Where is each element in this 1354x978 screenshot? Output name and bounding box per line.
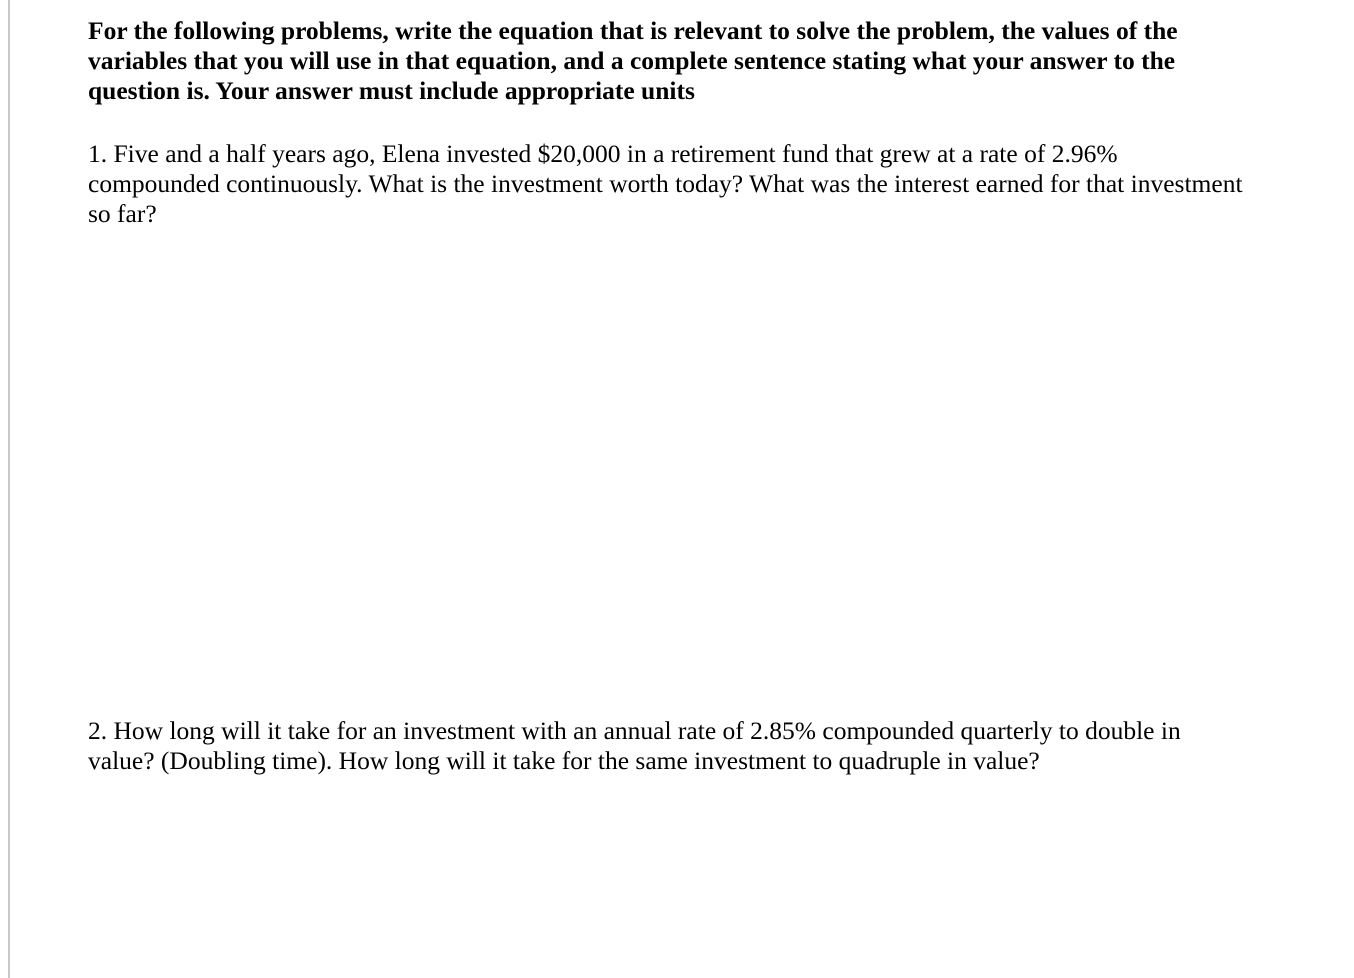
problem-1-text: Five and a half years ago, Elena invested $20,000 in a retirement fund that grew at a rate of 2.96% compounded continuously. What is the investment worth today? What was the interest earned for that investment so far? <box>88 139 1243 228</box>
instructions-text: For the following problems, write the equation that is relevant to solve the problem, the values of the variables that you will use in that equation, and a complete sentence stating what your answer to the question is. Your answer must include appropriate units <box>88 16 1178 105</box>
problem-1-number: 1. <box>88 139 108 168</box>
page-left-border <box>8 0 10 978</box>
problem-2 <box>88 716 1248 776</box>
problem-2-number: 2. <box>88 716 108 745</box>
problem-2-text: How long will it take for an investment with an annual rate of 2.85% compounded quarterly to double in value? (Doubling time). How long will it take for the same investment to quadruple in value? <box>88 716 1181 775</box>
problem-1 <box>88 139 1248 229</box>
